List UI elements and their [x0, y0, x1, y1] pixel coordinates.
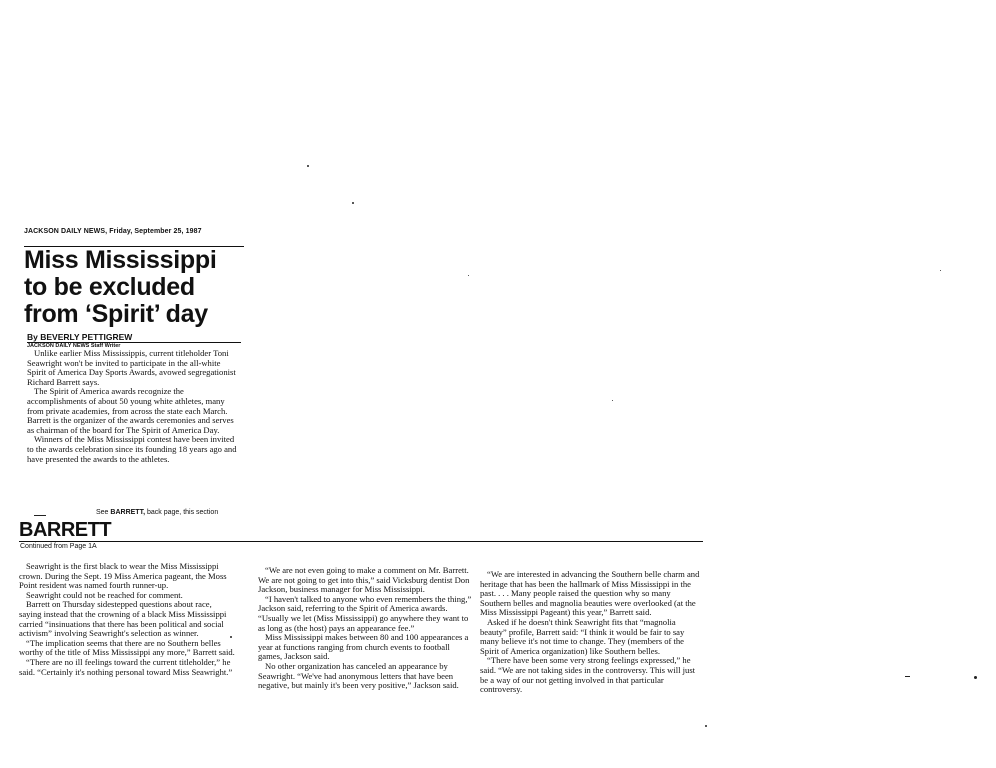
headline-line-2: to be excluded — [24, 273, 195, 301]
scan-speck — [307, 165, 309, 167]
dateline: JACKSON DAILY NEWS, Friday, September 25, 1987 — [24, 228, 202, 235]
byline: By BEVERLY PETTIGREW — [27, 332, 133, 342]
lead-paragraph: Winners of the Miss Mississippi contest have been invited to the awards celebration since its founding 18 years ago and have presented the awards to the athletes. — [27, 434, 237, 464]
scan-speck — [34, 515, 46, 516]
column-paragraph: Seawright is the first black to wear the Miss Mississippi crown. During the Sept. 19 Miss America pageant, the Moss Point resident was named fourth runner-up. — [19, 561, 227, 591]
jump-reference-prefix: See — [96, 509, 109, 516]
column-paragraph: “We are not even going to make a comment on Mr. Barrett. We are not going to get into this,” said Vicksburg dentist Don Jackson, business manager for Miss Mississippi. — [258, 565, 470, 595]
jump-reference-suffix: back page, this section — [147, 509, 219, 516]
headline — [24, 246, 244, 328]
headline-line-1: Miss Mississippi — [24, 246, 217, 274]
scan-speck — [230, 636, 232, 638]
column-paragraph: Barrett on Thursday sidestepped questions about race, saying instead that the crowning of a black Miss Mississippi carried “insinuations that there has been political and social activism” involving Seawright's selection as winner. — [19, 599, 227, 639]
headline-line-3: from ‘Spirit’ day — [24, 300, 208, 328]
scan-speck — [974, 676, 977, 679]
lead-article-text — [27, 349, 241, 464]
column-paragraph: No other organization has canceled an appearance by Seawright. “We've had anonymous letters that have been negative, but mainly it's been very positive,” Jackson said. — [258, 660, 459, 691]
column-paragraph: “There are no ill feelings toward the current titleholder,” he said. “Certainly it's nothing personal toward Miss Seawright.” — [19, 656, 233, 677]
staff-credit: JACKSON DAILY NEWS Staff Writer — [27, 343, 121, 349]
scan-speck — [905, 676, 910, 677]
lead-paragraph: Unlike earlier Miss Mississippis, current titleholder Toni Seawright won't be invited to participate in the all-white Spirit of America Day Sports Awards, avowed segregationist Richard Barrett says. — [27, 348, 236, 387]
column-paragraph: Seawright could not be reached for comment. — [26, 589, 183, 600]
column-paragraph: “The implication seems that there are no Southern belles worthy of the title of Miss Mississippi any more,” Barrett said. — [19, 637, 235, 658]
jump-column-3 — [480, 570, 700, 695]
jump-reference-name: BARRETT, — [110, 509, 146, 516]
jump-headline: BARRETT — [19, 519, 112, 541]
scan-speck — [468, 275, 469, 276]
jump-rule — [19, 541, 703, 542]
scan-speck — [705, 725, 707, 727]
column-paragraph: Miss Mississippi makes between 80 and 100 appearances a year at functions ranging from church events to football games, Jackson said. — [258, 632, 469, 662]
jump-column-2 — [258, 566, 476, 691]
column-paragraph: Asked if he doesn't think Seawright fits that “magnolia beauty” profile, Barrett said: “I think it would be fair to say many believe it's not time to change. They (members of the Spirit of America organization) like Southern belles. — [480, 616, 685, 656]
scan-speck — [352, 202, 354, 204]
jump-column-1 — [19, 562, 236, 677]
continued-line: Continued from Page 1A — [20, 543, 97, 550]
lead-paragraph: The Spirit of America awards recognize the accomplishments of about 50 young white athletes, many from private academies, from across the state each March. Barrett is the organizer of the awards ceremonies and serves as chairman of the board for The Spirit of America Day. — [27, 386, 234, 435]
jump-reference — [96, 509, 218, 516]
column-paragraph: “There have been some very strong feelings expressed,” he said. “We are not taking sides in the controversy. This will just be a way of our not getting involved in that particular controversy. — [480, 655, 696, 695]
scan-speck — [940, 270, 941, 271]
column-paragraph: “We are interested in advancing the Southern belle charm and heritage that has been the hallmark of Miss Mississippi in the past. . . . Many people raised the question why so many Southern belles and magnolia beauties were overlooked (at the Miss Mississippi Pageant) this year,” Barrett said. — [480, 569, 700, 618]
column-paragraph: “I haven't talked to anyone who even remembers the thing,” Jackson said, referring to the Spirit of America awards. “Usually we let (Miss Mississippi) go anywhere they want to as long as (the host) pays an appearance fee.” — [258, 593, 472, 633]
scan-speck — [612, 400, 613, 401]
